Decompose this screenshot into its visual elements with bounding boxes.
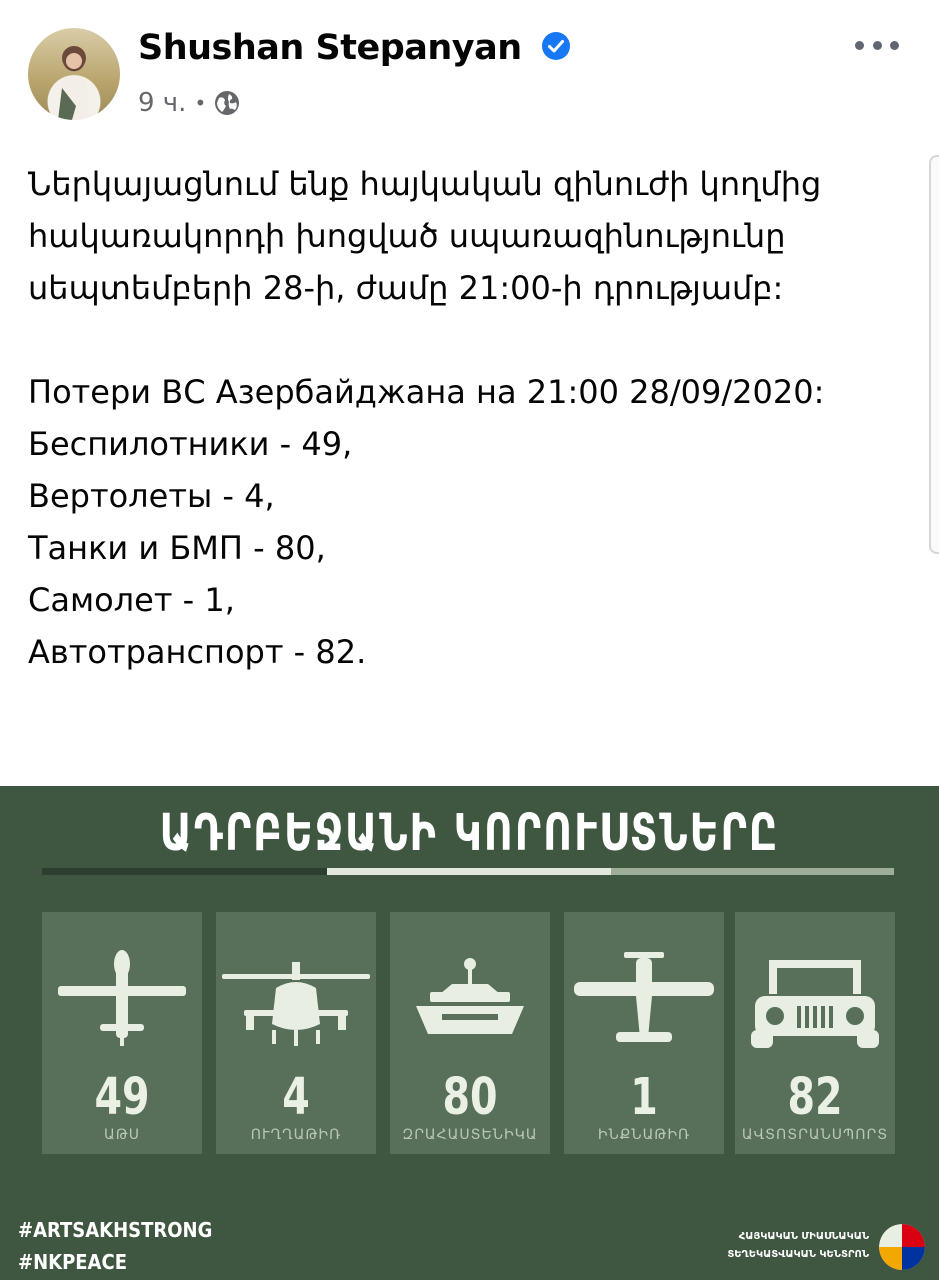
stat-value: 4	[282, 1068, 310, 1127]
tank-icon	[390, 912, 550, 1062]
author-name-text[interactable]: Shushan Stepanyan	[138, 28, 522, 68]
avatar[interactable]	[28, 28, 120, 120]
infographic-title: ԱԴՐԲԵՋԱՆԻ ԿՈՐՈՒՍՏՆԵՐԸ	[159, 804, 780, 863]
post-header	[0, 0, 939, 140]
post-meta	[138, 88, 240, 118]
stat-value: 1	[630, 1068, 658, 1127]
logo-line: ՏԵՂԵԿԱՏՎԱԿԱՆ ԿԵՆՏՐՈՆ	[727, 1249, 869, 1260]
more-options-icon[interactable]	[855, 30, 899, 60]
stat-value: 82	[787, 1068, 843, 1127]
stat-label: ԱՎՏՈՏՐԱՆՍՊՈՐՏ	[741, 1127, 889, 1143]
stat-label: ՈՒՂՂԱԹԻՌ	[250, 1127, 342, 1143]
stat-card-vehicles	[735, 912, 895, 1154]
jeep-icon	[735, 912, 895, 1062]
stat-card-aircraft	[564, 912, 724, 1154]
stat-value: 80	[442, 1068, 498, 1127]
stat-card-tanks	[390, 912, 550, 1154]
author-name[interactable]	[138, 28, 571, 68]
armenian-flag-logo-icon	[879, 1224, 925, 1270]
globe-icon[interactable]	[214, 90, 240, 116]
post-text: Ներկայացնում ենք հայկական զինուժի կողմից հակառակորդի խոցված սպառազինությունը սեպտեմբերի 28-ի, ժամը 21:00-ի դրությամբ: Потери ВС Азербайджана на 21:00 28/09/2020: Беспилотники - 49, Вертолеты - 4, Танки и БМП - 80, Самолет - 1, Автотранспорт - 82.	[28, 165, 825, 671]
post-time[interactable]: 9 ч.	[138, 88, 187, 118]
title-divider-dark	[42, 868, 327, 875]
airplane-icon	[564, 912, 724, 1062]
stat-value: 49	[94, 1068, 150, 1127]
title-divider-mid	[611, 868, 894, 875]
logo-caption	[727, 1228, 869, 1264]
drone-icon	[42, 912, 202, 1062]
stat-label: ԻՆՔՆԱԹԻՌ	[597, 1127, 691, 1143]
stat-card-drones	[42, 912, 202, 1154]
stat-label: ԶՐԱՀԱՍՏԵՆԻԿԱ	[402, 1127, 538, 1143]
logo-line: ՀԱՅԿԱԿԱՆ ՄԻԱՍՆԱԿԱՆ	[738, 1231, 869, 1242]
scrollbar[interactable]	[929, 155, 939, 554]
stat-label: ԱԹՍ	[103, 1127, 140, 1143]
helicopter-icon	[216, 912, 376, 1062]
verified-badge-icon	[541, 31, 571, 61]
meta-separator: •	[194, 91, 207, 115]
hashtag: #NKPEACE	[18, 1250, 127, 1274]
stat-card-helicopters	[216, 912, 376, 1154]
hashtags	[18, 1214, 212, 1278]
hashtag: #ARTSAKHSTRONG	[18, 1218, 213, 1242]
title-divider-light	[327, 868, 611, 875]
